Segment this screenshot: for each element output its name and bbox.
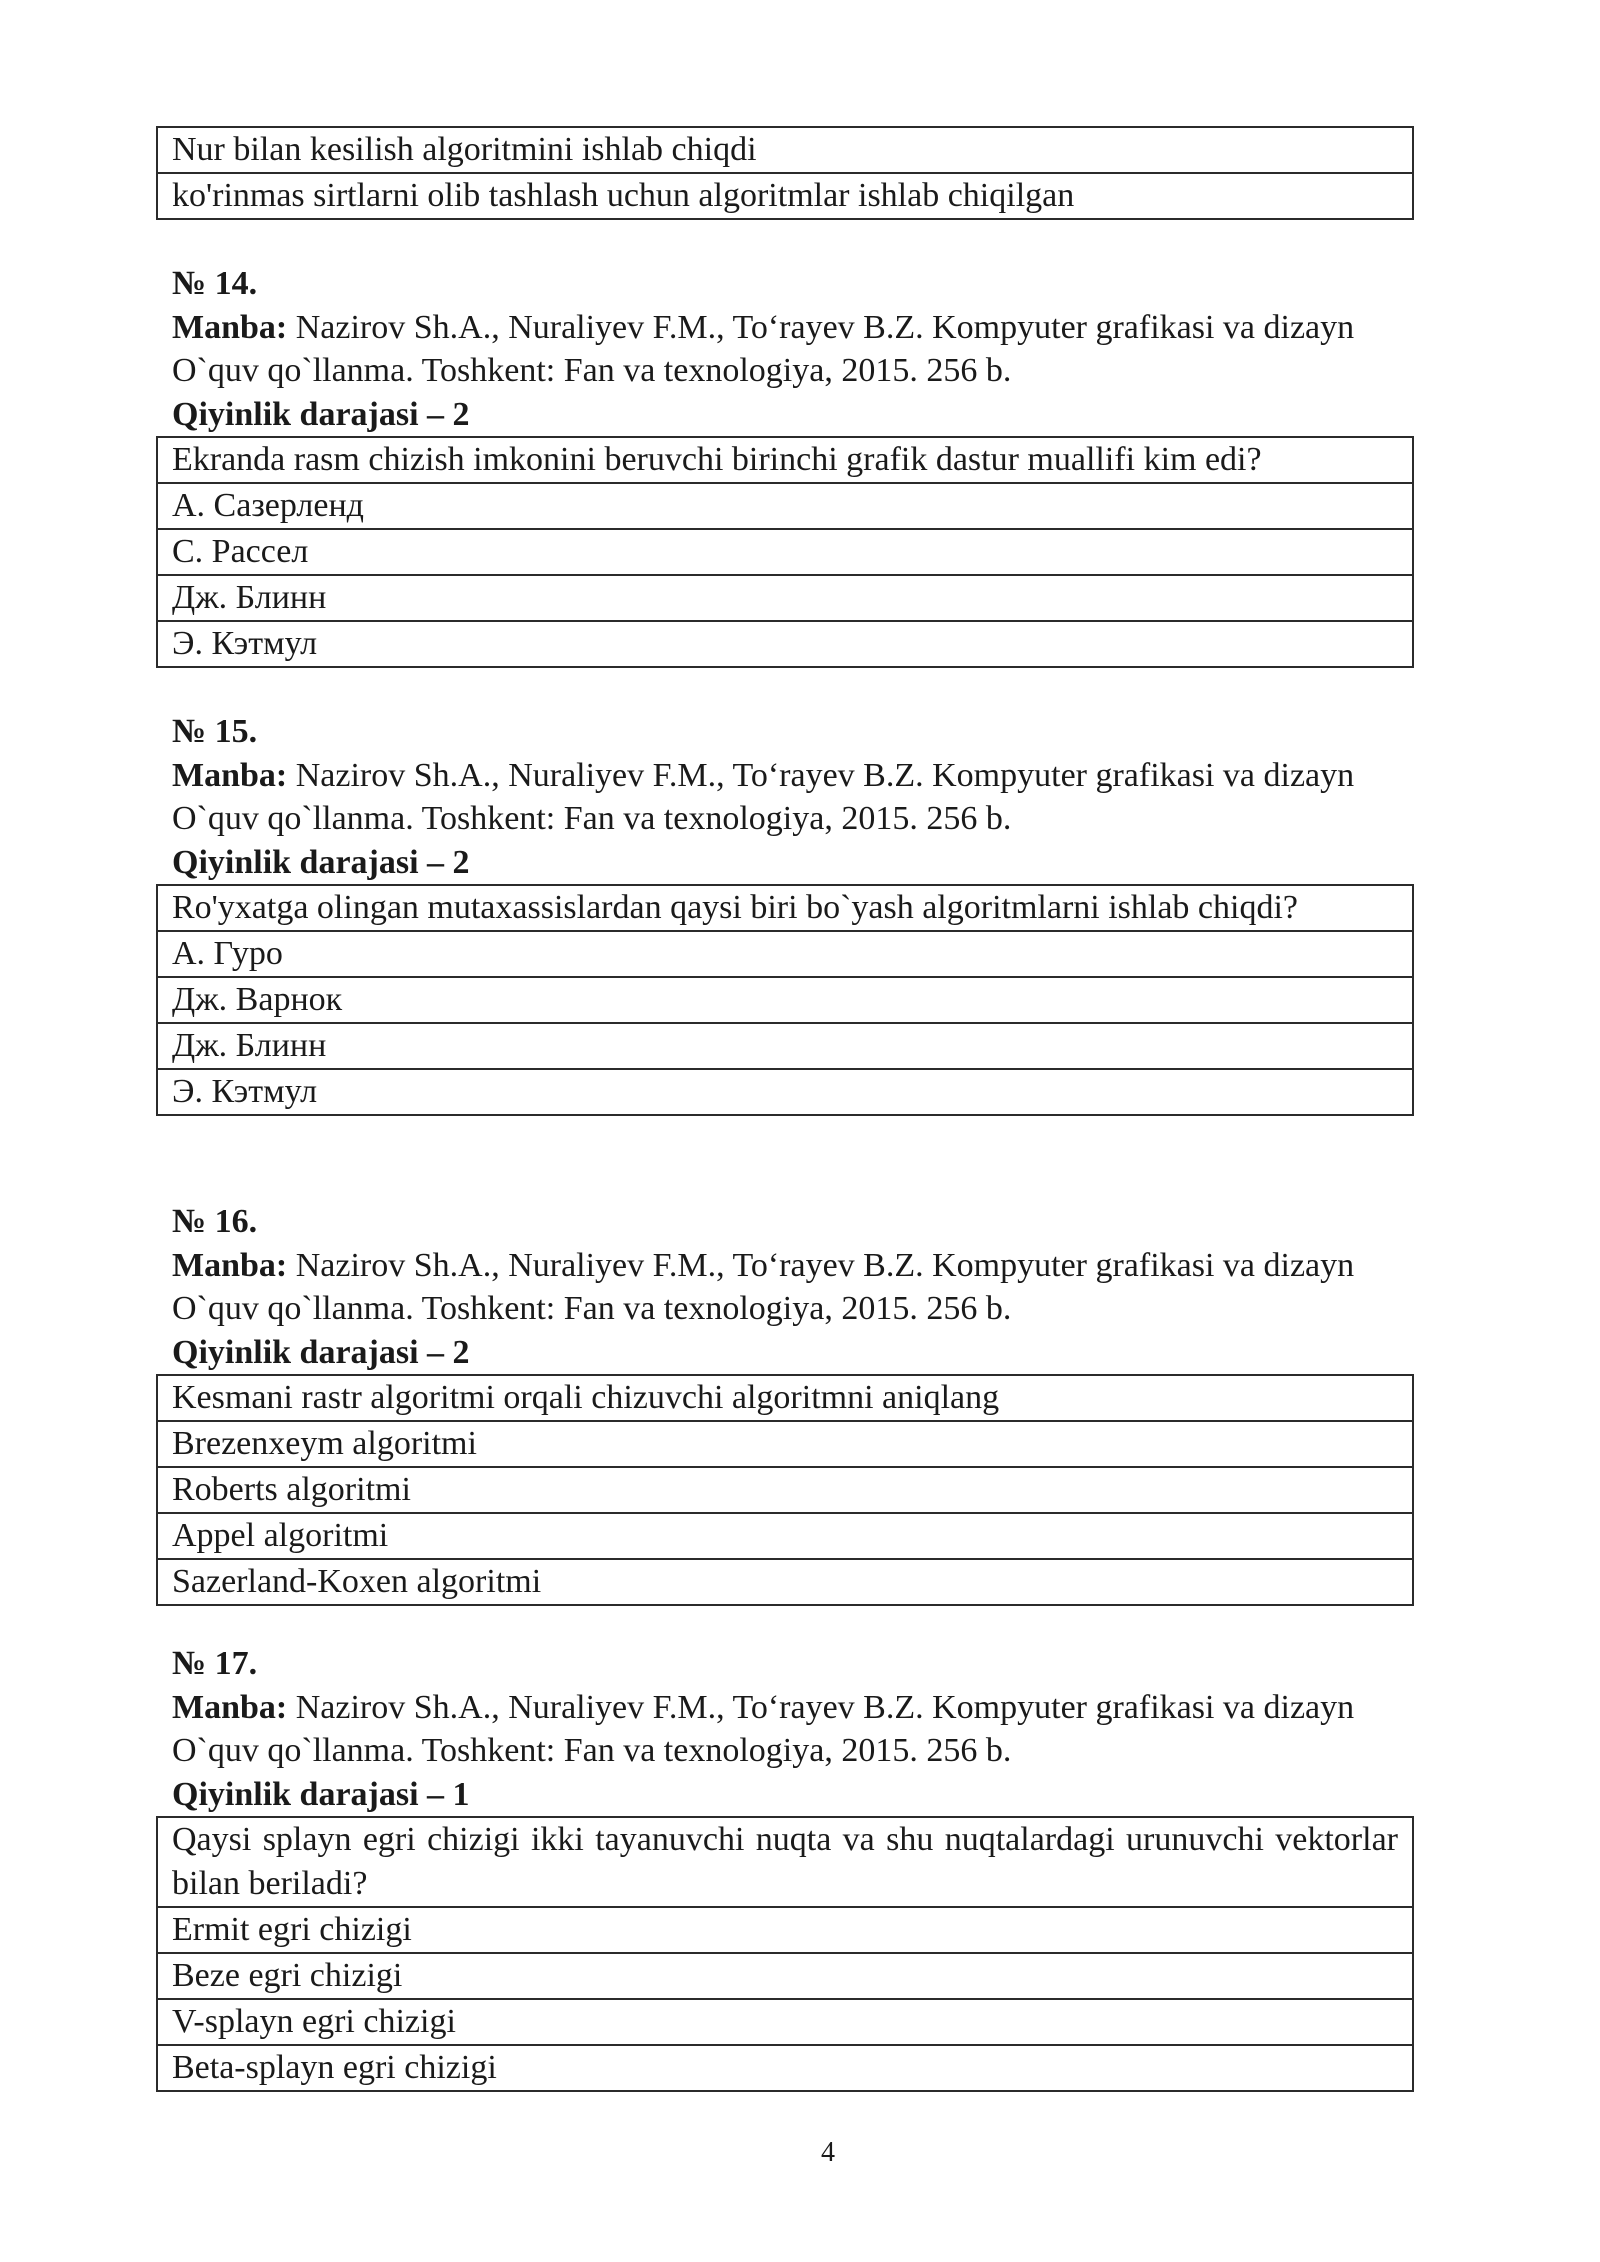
difficulty-level: Qiyinlik darajasi – 2: [172, 843, 470, 881]
table-row: [157, 437, 1413, 483]
question-15-table: [156, 884, 1414, 1116]
difficulty-level: Qiyinlik darajasi – 2: [172, 1333, 470, 1371]
source-text: O`quv qo`llanma. Toshkent: Fan va texnologiya, 2015. 256 b.: [172, 1732, 1012, 1769]
table-row: [157, 885, 1413, 931]
answer-option: Nur bilan kesilish algoritmini ishlab chiqdi: [157, 127, 1413, 173]
question-14-table: [156, 436, 1414, 668]
source-label: Manba:: [172, 308, 288, 346]
answer-table-continued: [156, 126, 1414, 220]
table-row: [157, 1069, 1413, 1115]
table-row: [157, 931, 1413, 977]
answer-option: A. Гуро: [157, 931, 1413, 977]
source-text: Nazirov Sh.A., Nuraliyev F.M., To‘rayev B.Z. Kompyuter grafikasi va dizayn: [295, 1246, 1355, 1284]
source-label: Manba:: [172, 756, 288, 794]
question-text: Ro'yxatga olingan mutaxassislardan qaysi biri bo`yash algoritmlarni ishlab chiqdi?: [157, 885, 1413, 931]
question-number: № 16.: [172, 1203, 258, 1240]
table-row: [157, 1375, 1413, 1421]
question-15-header: [172, 710, 1492, 884]
table-row: [157, 2045, 1413, 2091]
question-text: Kesmani rastr algoritmi orqali chizuvchi algoritmni aniqlang: [157, 1375, 1413, 1421]
table-row: [157, 1421, 1413, 1467]
answer-option: Дж. Блинн: [157, 575, 1413, 621]
source-text: O`quv qo`llanma. Toshkent: Fan va texnologiya, 2015. 256 b.: [172, 1290, 1012, 1327]
question-number: № 17.: [172, 1645, 258, 1682]
question-16-table: [156, 1374, 1414, 1606]
answer-option: A. Сазерленд: [157, 483, 1413, 529]
table-row: [157, 483, 1413, 529]
table-row: [157, 173, 1413, 219]
question-text: Ekranda rasm chizish imkonini beruvchi birinchi grafik dastur muallifi kim edi?: [157, 437, 1413, 483]
table-row: [157, 977, 1413, 1023]
answer-option: Appel algoritmi: [157, 1513, 1413, 1559]
table-row: [157, 1513, 1413, 1559]
table-row: [157, 1467, 1413, 1513]
table-row: [157, 1907, 1413, 1953]
answer-option: Э. Кэтмул: [157, 621, 1413, 667]
question-17-table: [156, 1816, 1414, 2092]
source-text: Nazirov Sh.A., Nuraliyev F.M., To‘rayev B.Z. Kompyuter grafikasi va dizayn: [295, 308, 1355, 346]
answer-option: Дж. Блинн: [157, 1023, 1413, 1069]
source-label: Manba:: [172, 1246, 288, 1284]
table-row: [157, 1817, 1413, 1907]
table-row: [157, 127, 1413, 173]
answer-option: Ermit egri chizigi: [157, 1907, 1413, 1953]
table-row: [157, 1559, 1413, 1605]
table-row: [157, 529, 1413, 575]
question-number: № 15.: [172, 713, 258, 750]
answer-option: Э. Кэтмул: [157, 1069, 1413, 1115]
source-text: O`quv qo`llanma. Toshkent: Fan va texnologiya, 2015. 256 b.: [172, 800, 1012, 837]
table-row: [157, 1953, 1413, 1999]
question-17-header: [172, 1642, 1492, 1816]
table-row: [157, 575, 1413, 621]
answer-option: Дж. Варнок: [157, 977, 1413, 1023]
table-row: [157, 1023, 1413, 1069]
difficulty-level: Qiyinlik darajasi – 2: [172, 395, 470, 433]
question-16-header: [172, 1200, 1492, 1374]
difficulty-level: Qiyinlik darajasi – 1: [172, 1775, 470, 1813]
answer-option: C. Рассел: [157, 529, 1413, 575]
page-number: 4: [821, 2137, 835, 2168]
question-14-header: [172, 262, 1492, 436]
answer-option: Sazerland-Koxen algoritmi: [157, 1559, 1413, 1605]
answer-option: Roberts algoritmi: [157, 1467, 1413, 1513]
question-number: № 14.: [172, 265, 258, 302]
answer-option: Beze egri chizigi: [157, 1953, 1413, 1999]
answer-option: Brezenxeym algoritmi: [157, 1421, 1413, 1467]
answer-option: ko'rinmas sirtlarni olib tashlash uchun algoritmlar ishlab chiqilgan: [157, 173, 1413, 219]
answer-option: V-splayn egri chizigi: [157, 1999, 1413, 2045]
source-text: O`quv qo`llanma. Toshkent: Fan va texnologiya, 2015. 256 b.: [172, 352, 1012, 389]
source-text: Nazirov Sh.A., Nuraliyev F.M., To‘rayev B.Z. Kompyuter grafikasi va dizayn: [295, 756, 1355, 794]
source-text: Nazirov Sh.A., Nuraliyev F.M., To‘rayev B.Z. Kompyuter grafikasi va dizayn: [295, 1688, 1355, 1726]
question-text: Qaysi splayn egri chizigi ikki tayanuvchi nuqta va shu nuqtalardagi urunuvchi vektorlar bilan beriladi?: [157, 1817, 1413, 1907]
table-row: [157, 621, 1413, 667]
answer-option: Beta-splayn egri chizigi: [157, 2045, 1413, 2091]
table-row: [157, 1999, 1413, 2045]
source-label: Manba:: [172, 1688, 288, 1726]
